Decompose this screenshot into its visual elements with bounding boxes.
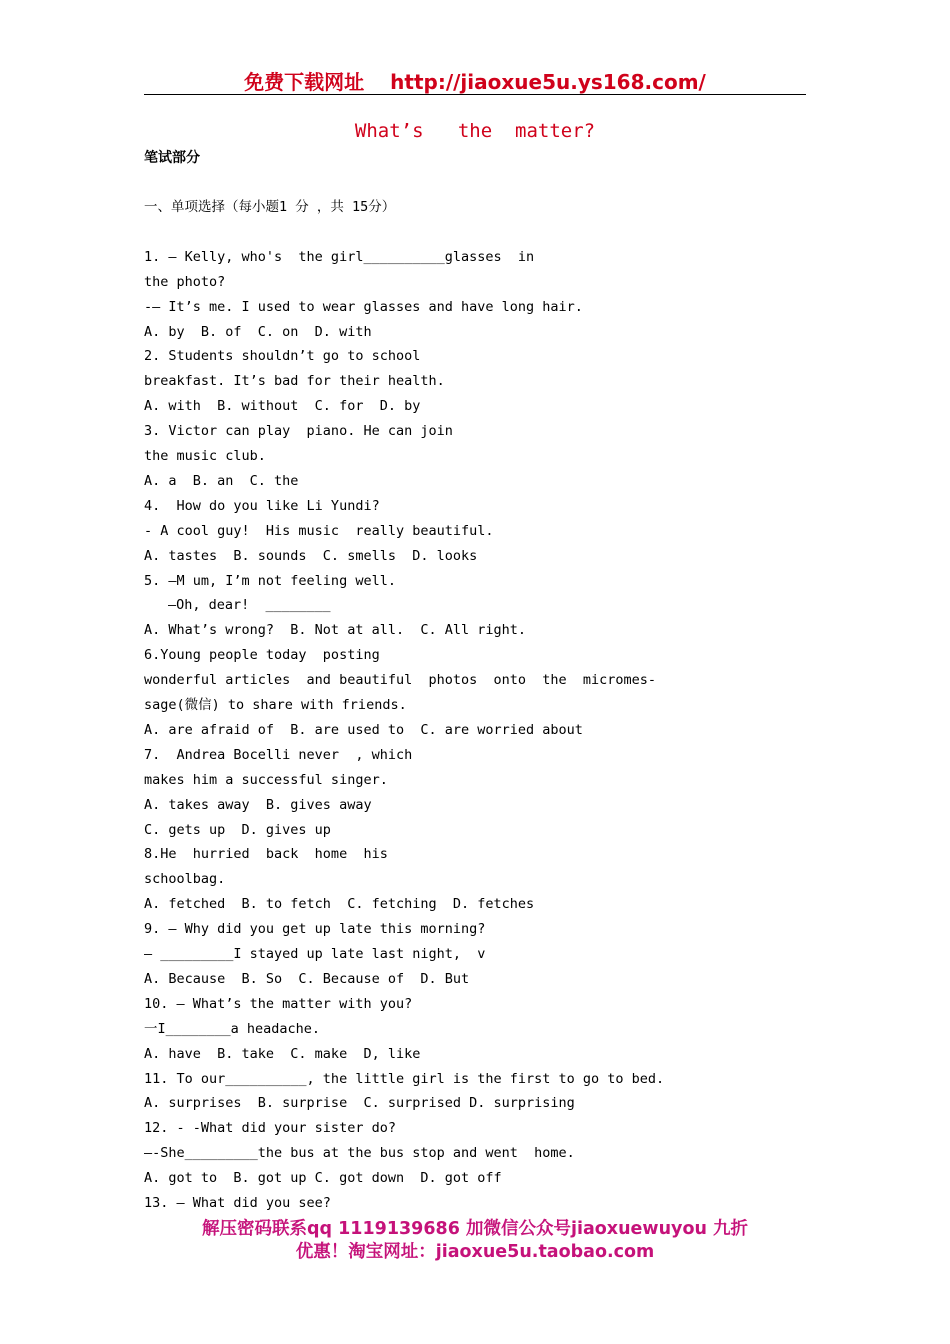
text-line: —-She_________the bus at the bus stop and went home. (144, 1145, 575, 1162)
text-line: schoolbag. (144, 871, 226, 888)
text-line: — _________I stayed up late last night, v (144, 946, 486, 962)
text-line: the music club. (144, 448, 266, 464)
footer-line-2[interactable]: 优惠！淘宝网址：jiaoxue5u.taobao.com (295, 1242, 655, 1262)
text-line: 3. Victor can play piano. He can join (144, 423, 453, 440)
text-line: A. surprises B. surprise C. surprised D. surprising (144, 1095, 575, 1112)
text-line: A. fetched B. to fetch C. fetching D. fetches (144, 896, 535, 913)
text-line: wonderful articles and beautiful photos onto the micromes- (144, 672, 657, 689)
text-line: A. takes away B. gives away (144, 796, 372, 813)
text-line: 一、单项选择（每小题1 分 ，共 15分） (144, 199, 396, 215)
text-line: sage(微信) to share with friends. (144, 697, 407, 713)
text-line: 5. —M um, I’m not feeling well. (144, 572, 396, 589)
footer-line-1: 解压密码联系qq 1119139686 加微信公众号jiaoxuewuyou 九折 (201, 1219, 749, 1239)
text-line: breakfast. It’s bad for their health. (144, 373, 445, 390)
page-header (144, 66, 806, 94)
text-line: 6.Young people today posting (144, 647, 380, 664)
text-line: 10. — What’s the matter with you? (144, 995, 413, 1012)
text-line: 2. Students shouldn’t go to school (144, 348, 421, 365)
text-line: the photo? (144, 273, 226, 290)
section-heading: 笔试部分 (144, 150, 200, 166)
text-line: 8.He hurried back home his (144, 846, 388, 863)
text-line: A. are afraid of B. are used to C. are worried about (144, 721, 583, 738)
text-line: A. a B. an C. the (144, 472, 299, 489)
text-line: —Oh, dear! ________ (168, 597, 331, 614)
text-line: 4. How do you like Li Yundi? (144, 497, 380, 514)
text-line: 1. — Kelly, who's the girl__________glasses in (144, 248, 535, 265)
text-line: A. with B. without C. for D. by (144, 398, 421, 415)
text-line: makes him a successful singer. (144, 771, 388, 788)
header-url-link[interactable]: http://jiaoxue5u.ys168.com/ (390, 70, 706, 94)
text-line: - A cool guy! His music really beautiful. (144, 522, 494, 539)
text-line: 7. Andrea Bocelli never , which (144, 746, 413, 763)
text-line: 12. - -What did your sister do? (144, 1120, 396, 1137)
text-line: A. have B. take C. make D, like (144, 1045, 421, 1062)
text-line: C. gets up D. gives up (144, 821, 331, 838)
text-line: 9. — Why did you get up late this morning? (144, 921, 486, 938)
text-line: 11. To our__________, the little girl is the first to go to bed. (144, 1070, 665, 1087)
text-line: 13. — What did you see? (144, 1195, 331, 1211)
text-line: A. got to B. got up C. got down D. got off (144, 1170, 502, 1187)
text-line: -— It’s me. I used to wear glasses and have long hair. (144, 298, 583, 315)
page-title: What’s the matter? (354, 120, 596, 142)
text-line: A. tastes B. sounds C. smells D. looks (144, 547, 478, 564)
header-divider (144, 94, 806, 95)
text-line: 一I________a headache. (144, 1020, 321, 1037)
header-label: 免费下载网址 (244, 70, 365, 94)
text-line: A. by B. of C. on D. with (144, 323, 372, 340)
text-line: A. Because B. So C. Because of D. But (144, 970, 470, 987)
text-line: A. What’s wrong? B. Not at all. C. All right. (144, 622, 527, 639)
page-footer (140, 1218, 810, 1264)
